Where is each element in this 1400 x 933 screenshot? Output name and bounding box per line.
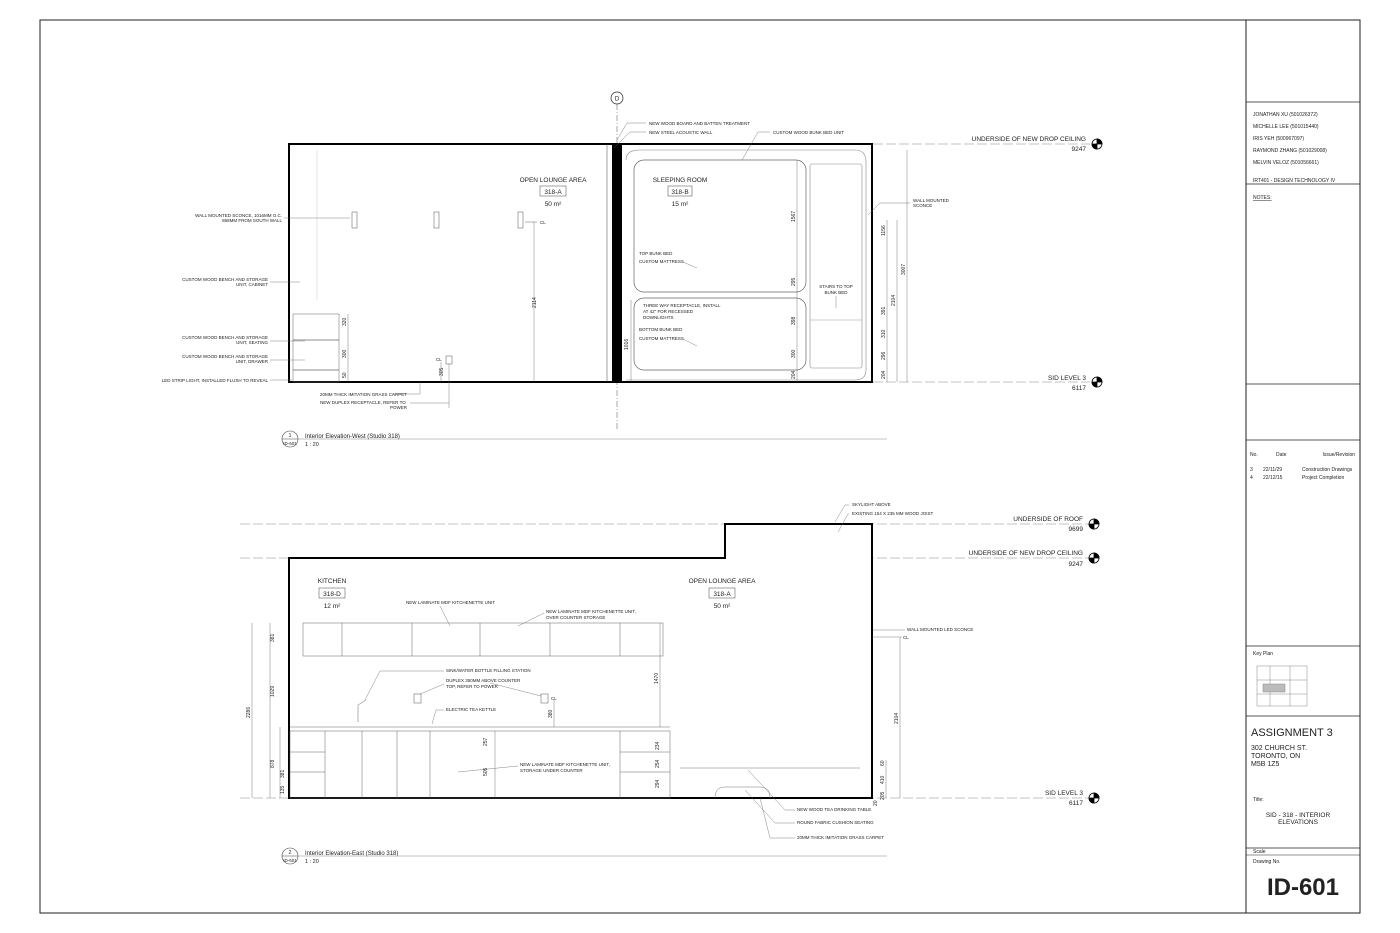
room-tag: 318-A xyxy=(544,189,562,196)
note-stairs: STAIRS TO TOP xyxy=(819,284,853,289)
drawing-title: ELEVATIONS xyxy=(1278,819,1318,826)
dim: 398 xyxy=(791,316,797,325)
note-carpet: 20MM THICK IMITATION GRASS CARPET xyxy=(320,392,408,397)
rev-header-date: Date xyxy=(1276,452,1287,458)
level-value: 9247 xyxy=(1071,146,1086,153)
dim: 305 xyxy=(439,367,445,376)
west-texts xyxy=(162,121,1087,448)
dim: 1029 xyxy=(270,685,276,697)
dim: 310 xyxy=(881,329,887,338)
note-sconce: WALL MOUNTED SCONCE, 1016MM O.C. xyxy=(195,213,282,218)
team-member: RAYMOND ZHANG (501029008) xyxy=(1253,148,1327,154)
key-plan-thumbnail xyxy=(1257,666,1307,706)
dim: 410 xyxy=(880,775,886,784)
rev-issue: Construction Drawings xyxy=(1302,467,1353,473)
view-number: 2 xyxy=(288,850,292,856)
level-markers xyxy=(1089,139,1102,803)
view-number: 1 xyxy=(288,433,292,439)
bunk-frame xyxy=(626,150,866,380)
note-under-counter: NEW LAMINATE MDF KITCHENETTE UNIT, xyxy=(520,762,610,767)
room-name: SLEEPING ROOM xyxy=(652,177,708,184)
dim: 505 xyxy=(483,767,489,776)
view-title: Interior Elevation-West (Studio 318) xyxy=(305,434,400,440)
note-overcounter: NEW LAMINATE MDF KITCHENETTE UNIT, xyxy=(546,609,636,614)
note-steel: NEW STEEL ACOUSTIC WALL xyxy=(649,130,713,135)
team-member: IRIS YEH (500967097) xyxy=(1253,136,1305,142)
dim: 1016 xyxy=(624,338,630,350)
dim: 3007 xyxy=(901,263,907,275)
bunk-stairs xyxy=(810,164,862,368)
note-duplex: NEW DUPLEX RECEPTACLE, REFER TO xyxy=(320,400,406,405)
room-tag: 318-D xyxy=(323,591,341,598)
dim: 2114 xyxy=(532,297,538,308)
note-tea-table: NEW WOOD TEA DRINKING TABLE xyxy=(797,807,872,812)
note-cabinet-2: UNIT, CABINET xyxy=(235,282,268,287)
cl-label: CL xyxy=(436,357,442,362)
cl-label: CL xyxy=(903,635,909,640)
note-wall-sconce: WALL MOUNTED LED SCONCE xyxy=(907,627,974,632)
title-block xyxy=(1246,102,1360,901)
rev-date: 22/12/15 xyxy=(1263,475,1283,481)
elevation-east xyxy=(240,524,1090,798)
dim: 2104 xyxy=(894,712,900,724)
bench-seat xyxy=(293,340,339,370)
leader xyxy=(835,505,849,522)
level-value: 6117 xyxy=(1069,800,1083,807)
notes-label: NOTES: xyxy=(1253,195,1272,201)
course: IRT401 - DESIGN TECHNOLOGY IV xyxy=(1253,178,1336,184)
room-area: 50 m² xyxy=(544,201,562,208)
room-tag: 318-A xyxy=(713,591,731,598)
level-value: 9699 xyxy=(1068,526,1083,533)
room-tag: 318-B xyxy=(671,189,689,196)
bench-cabinet xyxy=(293,314,339,340)
rev-no: 4 xyxy=(1250,475,1253,481)
leader xyxy=(760,798,795,838)
drawing-no: ID-601 xyxy=(1266,874,1340,901)
dim: 135 xyxy=(280,785,286,794)
dim: 20 xyxy=(873,800,879,806)
sconce-2 xyxy=(434,212,439,228)
view-sheet-ref: ID-601 xyxy=(283,441,297,446)
room-area: 12 m² xyxy=(323,603,341,610)
dim: 380 xyxy=(548,709,554,718)
address-line: TORONTO, ON xyxy=(1251,753,1301,760)
dim: 257 xyxy=(483,737,489,746)
rev-header-no: No. xyxy=(1250,452,1258,458)
note-cushion: ROUND FABRIC CUSHION SEATING xyxy=(797,820,874,825)
dim: 300 xyxy=(791,349,797,358)
note-skylight: SKYLIGHT ABOVE xyxy=(852,502,891,507)
note-duplex-2: POWER xyxy=(390,405,408,410)
dim: 205 xyxy=(880,791,886,800)
note-mattress-bottom: CUSTOM MATTRESS xyxy=(639,336,684,341)
dim: 296 xyxy=(881,351,887,360)
room-name: OPEN LOUNGE AREA xyxy=(519,177,587,184)
elevation-west xyxy=(289,92,1090,430)
note-top-bunk: TOP BUNK BED xyxy=(639,251,673,256)
level-marker-icon xyxy=(1089,793,1099,803)
dim: 2104 xyxy=(891,294,897,306)
project-name: ASSIGNMENT 3 xyxy=(1251,727,1333,739)
key-plan-label: Key Plan xyxy=(1253,651,1274,657)
note-kettle: ELECTRIC TEA KETTLE xyxy=(446,707,497,712)
dim: 60 xyxy=(880,760,886,766)
receptacle-west xyxy=(446,356,452,364)
sconce-1 xyxy=(352,212,357,228)
note-batten: NEW WOOD BOARD AND BATTEN TREATMENT xyxy=(649,121,751,126)
sconce-3 xyxy=(518,212,523,228)
steel-acoustic-wall xyxy=(612,144,622,382)
view-title: Interior Elevation-East (Studio 318) xyxy=(305,851,399,857)
level-name: SID LEVEL 3 xyxy=(1047,375,1086,382)
note-carpet-east: 20MM THICK IMITATION GRASS CARPET xyxy=(797,835,885,840)
bench-drawer xyxy=(293,370,339,382)
drawing-title: SID - 318 - INTERIOR xyxy=(1265,812,1331,819)
level-marker-icon xyxy=(1092,139,1102,149)
rev-issue: Project Completion xyxy=(1302,475,1345,481)
dim: 1156 xyxy=(881,225,887,236)
dim: 878 xyxy=(270,759,276,768)
note-drawer-2: UNIT, DRAWER xyxy=(235,359,268,364)
note-receptacle: THREE WAY RECEPTACLE, INSTALL xyxy=(643,303,721,308)
view-sheet-ref: ID-601 xyxy=(283,858,297,863)
dim: 1470 xyxy=(654,672,660,684)
dim: 204 xyxy=(791,370,797,379)
note-bunk: CUSTOM WOOD BUNK BED UNIT xyxy=(773,130,845,135)
note-kitchenette: NEW LAMINATE MDF KITCHENETTE UNIT xyxy=(406,600,496,605)
note-duplex-2: TOP, REFER TO POWER xyxy=(446,684,498,689)
rev-date: 22/11/29 xyxy=(1263,467,1283,473)
east-room-outline xyxy=(289,524,872,798)
dim: 204 xyxy=(881,370,887,379)
level-value: 9247 xyxy=(1068,561,1083,568)
room-area: 15 m² xyxy=(671,201,689,208)
room-name: OPEN LOUNGE AREA xyxy=(688,578,756,585)
drawing-no-label: Drawing No. xyxy=(1253,859,1281,865)
scale-label: Scale xyxy=(1253,849,1266,855)
note-mattress-top: CUSTOM MATTRESS xyxy=(639,259,684,264)
note-seating: CUSTOM WOOD BENCH AND STORAGE xyxy=(182,335,268,340)
note-cabinet: CUSTOM WOOD BENCH AND STORAGE xyxy=(182,277,268,282)
dim: 234 xyxy=(655,741,661,750)
level-value: 6117 xyxy=(1072,385,1086,392)
rev-no: 3 xyxy=(1250,467,1253,473)
dim: 381 xyxy=(270,633,276,642)
room-area: 50 m² xyxy=(713,603,731,610)
note-stairs-2: BUNK BED xyxy=(824,290,848,295)
cl-label: CL xyxy=(540,220,546,225)
dim: 2286 xyxy=(246,706,252,718)
dim: 295 xyxy=(791,277,797,286)
leader xyxy=(868,203,910,215)
level-name: SID LEVEL 3 xyxy=(1044,790,1083,797)
note-seating-2: UNIT, SEATING xyxy=(236,340,268,345)
cl-label: CL xyxy=(551,696,557,701)
level-marker-icon xyxy=(1089,553,1099,563)
dim: 50 xyxy=(342,372,348,378)
dim: 300 xyxy=(342,349,348,358)
leader xyxy=(742,132,770,160)
address-line: 302 CHURCH ST. xyxy=(1251,745,1308,752)
address-line: M5B 1Z5 xyxy=(1251,761,1280,768)
leader xyxy=(617,123,646,140)
note-wall-sconce-2: SCONCE xyxy=(913,203,933,208)
level-name: UNDERSIDE OF NEW DROP CEILING xyxy=(971,136,1086,143)
note-receptacle-2: AT 42" FOR RECESSED xyxy=(643,309,693,314)
team-member: MELVIN VELOZ (501056661) xyxy=(1253,160,1319,166)
grid-marker-label: D xyxy=(614,96,620,103)
note-sink: SINK/WATER BOTTLE FILLING STATION xyxy=(446,668,531,673)
note-sconce-2: 868MM FROM SOUTH WALL xyxy=(222,218,282,223)
dim: 320 xyxy=(342,317,348,326)
team-member: MICHELLE LEE (501015440) xyxy=(1253,124,1319,130)
view-scale: 1 : 20 xyxy=(305,442,319,448)
level-marker-icon xyxy=(1092,377,1102,387)
dim: 381 xyxy=(280,769,286,778)
title-label: Title: xyxy=(1253,797,1264,803)
rev-header-issue: Issue/Revision xyxy=(1322,452,1355,458)
note-under-counter-2: STORAGE UNDER COUNTER xyxy=(520,768,583,773)
leader xyxy=(683,262,697,268)
note-wall-sconce: WALL MOUNTED xyxy=(913,198,949,203)
view-scale: 1 : 20 xyxy=(305,859,319,865)
dim: 294 xyxy=(655,779,661,788)
dim: 254 xyxy=(655,759,661,768)
level-marker-icon xyxy=(1089,519,1099,529)
team-member: JONATHAN XU (501026372) xyxy=(1253,112,1318,118)
note-overcounter-2: OVER COUNTER STORAGE xyxy=(546,615,606,620)
dim: 1567 xyxy=(791,210,797,222)
room-name: KITCHEN xyxy=(317,578,347,585)
note-duplex: DUPLEX 350MM ABOVE COUNTER xyxy=(446,678,521,683)
note-drawer: CUSTOM WOOD BENCH AND STORAGE xyxy=(182,354,268,359)
note-joist: EXISTING 154 X 235 MM WOOD JOIST xyxy=(852,511,934,516)
leader xyxy=(683,339,697,346)
note-led: LED STRIP LIGHT, INSTALLED FLUSH TO REVEAL xyxy=(161,378,268,383)
note-bottom-bunk: BOTTOM BUNK BED xyxy=(639,327,683,332)
level-name: UNDERSIDE OF ROOF xyxy=(1013,516,1083,523)
note-receptacle-3: DOWNLIGHTS xyxy=(643,315,674,320)
dim: 391 xyxy=(881,306,887,315)
level-name: UNDERSIDE OF NEW DROP CEILING xyxy=(968,550,1083,557)
